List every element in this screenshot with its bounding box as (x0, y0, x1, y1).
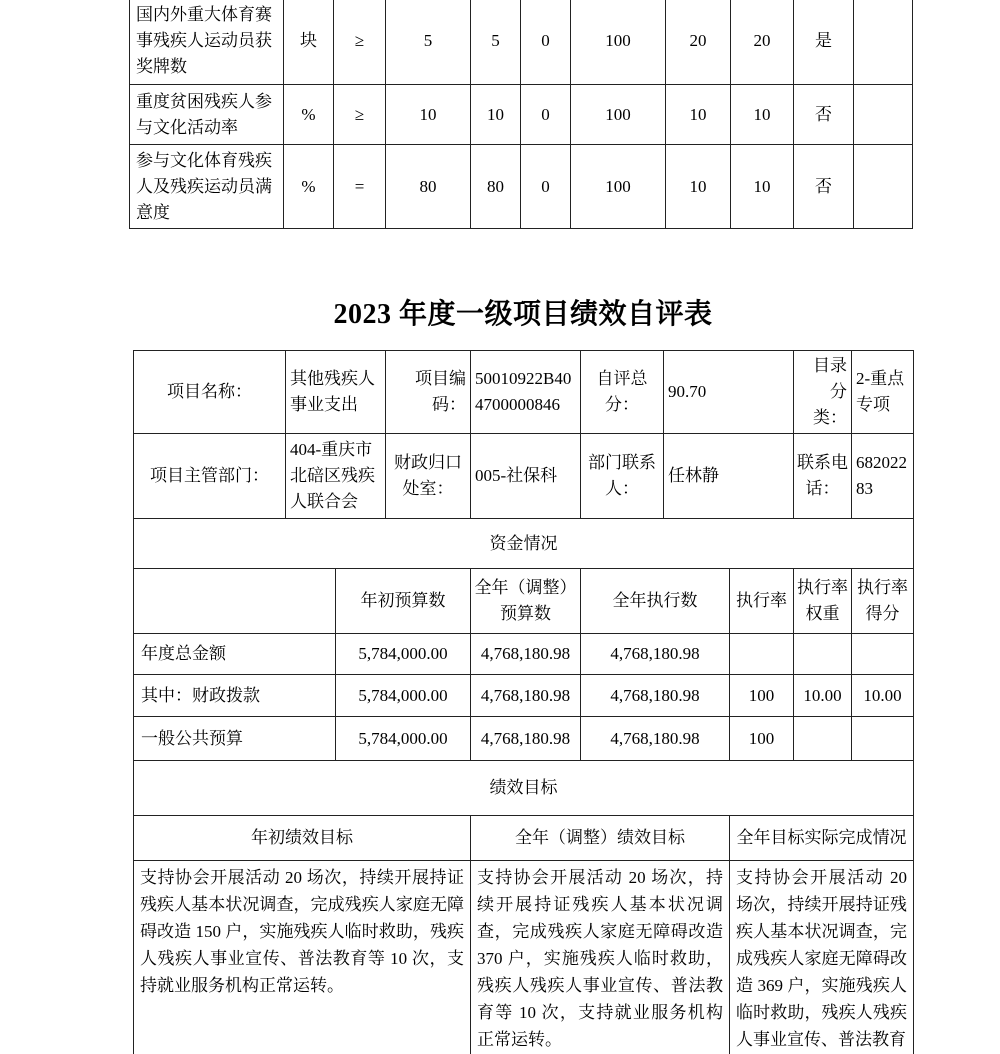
indicator-name: 参与文化体育残疾人及残疾运动员满意度 (130, 145, 284, 229)
fiscal-office-label: 财政归口处室： (386, 434, 471, 519)
completion-rate-cell: 100 (571, 145, 666, 229)
project-name-value: 其他残疾人事业支出 (286, 351, 386, 434)
self-evaluation-table (133, 350, 914, 1054)
indicator-name: 重度贫困残疾人参与文化活动率 (130, 85, 284, 145)
actual-completion-text: 支持协会开展活动 20 场次，持续开展持证残疾人基本状况调查，完成残疾人家庭无障碍改造 369 户，实施残疾人临时救助，残疾人残疾人事业宣传、普法教育 (730, 861, 914, 1054)
weight-cell: 20 (666, 0, 731, 85)
self-score-value: 90.70 (664, 351, 794, 434)
score-cell: 10 (731, 85, 794, 145)
initial-budget-cell: 5,784,000.00 (336, 675, 471, 717)
executed-amount-cell: 4,768,180.98 (581, 634, 730, 675)
value-cell: 0 (521, 85, 571, 145)
target-value-cell: 10 (386, 85, 471, 145)
fiscal-office-value: 005-社保科 (471, 434, 581, 519)
unit-cell: 块 (284, 0, 334, 85)
adjusted-value-cell: 10 (471, 85, 521, 145)
remark-cell (854, 145, 913, 229)
funding-header-initial: 年初预算数 (336, 569, 471, 634)
rate-score-cell (852, 634, 914, 675)
project-info-row (134, 351, 914, 434)
contact-value: 任林静 (664, 434, 794, 519)
score-cell: 20 (731, 0, 794, 85)
rate-weight-cell (794, 634, 852, 675)
funding-header-rate-score: 执行率得分 (852, 569, 914, 634)
funding-header-adjusted: 全年（调整）预算数 (471, 569, 581, 634)
project-code-label: 项目编码： (386, 351, 471, 434)
initial-goal-text: 支持协会开展活动 20 场次，持续开展持证残疾人基本状况调查，完成残疾人家庭无障碍改造 150 户，实施残疾人临时救助，残疾人残疾人事业宣传、普法教育等 10 次，支持就业服务机构正常运转。 (134, 861, 471, 1054)
operator-cell: ≥ (334, 0, 386, 85)
goals-header-actual: 全年目标实际完成情况 (730, 816, 914, 861)
weight-cell: 10 (666, 85, 731, 145)
initial-budget-cell: 5,784,000.00 (336, 634, 471, 675)
funding-row-fiscal (134, 675, 914, 717)
funding-row-label: 一般公共预算 (134, 717, 336, 761)
flag-cell: 是 (794, 0, 854, 85)
funding-header-blank (134, 569, 336, 634)
catalog-label: 目录分类： (794, 351, 852, 434)
indicator-row (130, 0, 913, 85)
initial-budget-cell: 5,784,000.00 (336, 717, 471, 761)
phone-value: 68202283 (852, 434, 914, 519)
funding-section-title: 资金情况 (134, 519, 914, 569)
self-score-label: 自评总分： (581, 351, 664, 434)
execution-rate-cell (730, 634, 794, 675)
funding-section-row (134, 519, 914, 569)
funding-row-label: 其中：财政拨款 (134, 675, 336, 717)
rate-score-cell (852, 717, 914, 761)
goals-section-row (134, 761, 914, 816)
target-value-cell: 5 (386, 0, 471, 85)
flag-cell: 否 (794, 145, 854, 229)
funding-header-row (134, 569, 914, 634)
department-value: 404-重庆市北碚区残疾人联合会 (286, 434, 386, 519)
execution-rate-cell: 100 (730, 717, 794, 761)
operator-cell: = (334, 145, 386, 229)
rate-weight-cell: 10.00 (794, 675, 852, 717)
funding-header-executed: 全年执行数 (581, 569, 730, 634)
unit-cell: % (284, 145, 334, 229)
phone-label: 联系电话： (794, 434, 852, 519)
catalog-value: 2-重点专项 (852, 351, 914, 434)
funding-row-public-budget (134, 717, 914, 761)
target-value-cell: 80 (386, 145, 471, 229)
execution-rate-cell: 100 (730, 675, 794, 717)
unit-cell: % (284, 85, 334, 145)
department-info-row (134, 434, 914, 519)
project-name-label: 项目名称： (134, 351, 286, 434)
flag-cell: 否 (794, 85, 854, 145)
weight-cell: 10 (666, 145, 731, 229)
funding-row-label: 年度总金额 (134, 634, 336, 675)
funding-header-rate: 执行率 (730, 569, 794, 634)
rate-score-cell: 10.00 (852, 675, 914, 717)
department-label: 项目主管部门： (134, 434, 286, 519)
funding-header-rate-weight: 执行率权重 (794, 569, 852, 634)
indicator-name: 国内外重大体育赛事残疾人运动员获奖牌数 (130, 0, 284, 85)
indicator-row (130, 85, 913, 145)
adjusted-value-cell: 80 (471, 145, 521, 229)
goals-header-adjusted: 全年（调整）绩效目标 (471, 816, 730, 861)
completion-rate-cell: 100 (571, 85, 666, 145)
indicator-table (129, 0, 913, 229)
page-title: 2023 年度一级项目绩效自评表 (333, 299, 713, 330)
adjusted-budget-cell: 4,768,180.98 (471, 717, 581, 761)
executed-amount-cell: 4,768,180.98 (581, 717, 730, 761)
adjusted-value-cell: 5 (471, 0, 521, 85)
remark-cell (854, 85, 913, 145)
adjusted-budget-cell: 4,768,180.98 (471, 634, 581, 675)
goals-header-initial: 年初绩效目标 (134, 816, 471, 861)
goals-header-row (134, 816, 914, 861)
funding-row-total (134, 634, 914, 675)
project-code-value: 50010922B404700000846 (471, 351, 581, 434)
goals-section-title: 绩效目标 (134, 761, 914, 816)
adjusted-budget-cell: 4,768,180.98 (471, 675, 581, 717)
value-cell: 0 (521, 0, 571, 85)
adjusted-goal-text: 支持协会开展活动 20 场次，持续开展持证残疾人基本状况调查，完成残疾人家庭无障碍改造 370 户，实施残疾人临时救助，残疾人残疾人事业宣传、普法教育等 10 次，支持就业服务机构正常运转。 (471, 861, 730, 1054)
completion-rate-cell: 100 (571, 0, 666, 85)
rate-weight-cell (794, 717, 852, 761)
indicator-row (130, 145, 913, 229)
score-cell: 10 (731, 145, 794, 229)
goals-text-row (134, 861, 914, 1054)
executed-amount-cell: 4,768,180.98 (581, 675, 730, 717)
remark-cell (854, 0, 913, 85)
operator-cell: ≥ (334, 85, 386, 145)
value-cell: 0 (521, 145, 571, 229)
contact-label: 部门联系人： (581, 434, 664, 519)
